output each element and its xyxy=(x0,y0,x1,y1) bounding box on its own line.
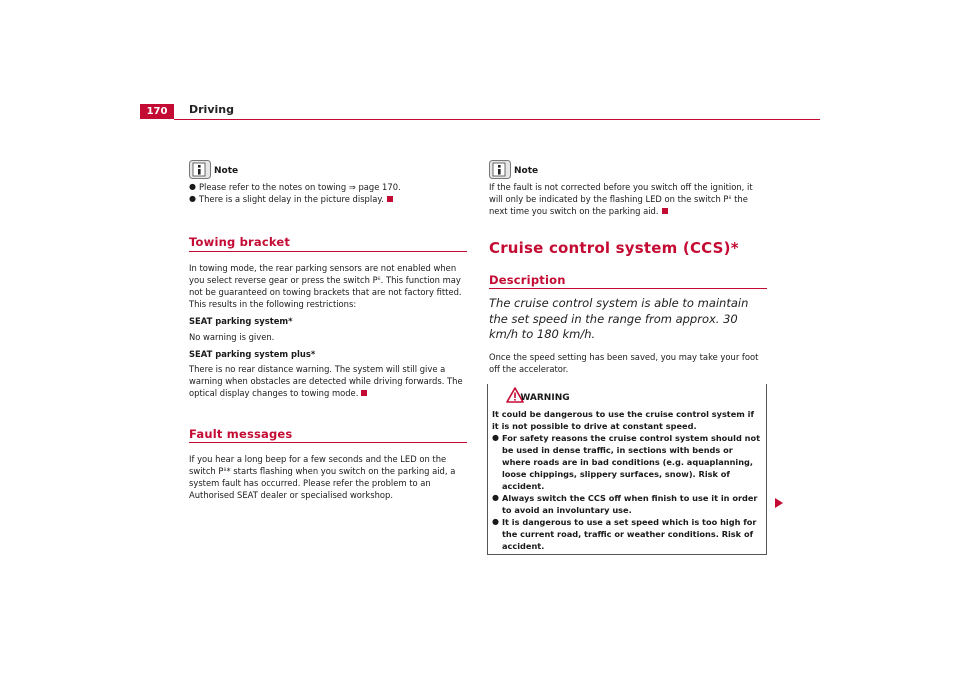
warning-bullet xyxy=(492,516,762,552)
parking-system-title: SEAT parking system* xyxy=(189,316,293,327)
bullet-icon: ● xyxy=(492,492,499,502)
warning-bullet-text: For safety reasons the cruise control system should not be used in dense traffic, in sections with bends or where roads are in bad conditions (e.g. aquaplanning, loose chippings, slippery surfaces, snow). Risk of accident. xyxy=(502,432,761,491)
end-mark-icon xyxy=(662,208,668,214)
note-bullet-text: Please refer to the notes on towing ⇒ page 170. xyxy=(199,182,401,192)
header-rule xyxy=(174,119,820,120)
note-icon xyxy=(189,160,211,179)
description-lead: The cruise control system is able to maintain the set speed in the range from approx. 30 km/h to 180 km/h. xyxy=(489,296,749,342)
warning-bullet-text: It is dangerous to use a set speed which is too high for the current road, traffic or weather conditions. Risk of accident. xyxy=(502,516,757,551)
fault-messages-text: If you hear a long beep for a few seconds and the LED on the switch Pⁱⁱ* starts flashing when you switch on the parking aid, a system fault has occurred. Please refer the problem to an Authorised SEAT dealer or specialised workshop. xyxy=(189,453,456,501)
bullet-icon: ● xyxy=(189,182,196,191)
warning-bullet-text: Always switch the CCS off when finish to use it in order to avoid an involuntary use. xyxy=(502,492,758,515)
parking-system-plus-title: SEAT parking system plus* xyxy=(189,348,316,359)
note-label: Note xyxy=(514,166,539,176)
description-text: Once the speed setting has been saved, you may take your foot off the accelerator. xyxy=(489,351,759,374)
fault-messages-title: Fault messages xyxy=(189,428,467,443)
warning-bullet xyxy=(492,492,762,516)
note-label: Note xyxy=(214,166,239,176)
towing-bracket-title: Towing bracket xyxy=(189,236,467,251)
continue-arrow-icon xyxy=(774,497,784,509)
warning-intro: It could be dangerous to use the cruise control system if it is not possible to drive at constant speed. xyxy=(492,408,755,431)
page-number: 170 xyxy=(140,104,174,119)
note-header xyxy=(189,160,467,181)
warning-header xyxy=(492,384,762,408)
chapter-title: Cruise control system (CCS)* xyxy=(489,238,739,257)
note-bullet-text: There is a slight delay in the picture display. xyxy=(199,194,384,205)
end-mark-icon xyxy=(361,390,367,396)
warning-box xyxy=(487,384,767,555)
towing-intro: In towing mode, the rear parking sensors are not enabled when you select reverse gear or press the switch Pⁱⁱ. This function may not be guaranteed on towing brackets that are not factory fitted. This results in the following restrictions: xyxy=(189,262,462,310)
bullet-icon: ● xyxy=(492,432,499,442)
left-column xyxy=(189,160,467,502)
right-column xyxy=(489,160,767,555)
note-bullet xyxy=(189,181,467,193)
note-header xyxy=(489,160,767,181)
warning-bullet xyxy=(492,432,762,492)
description-title: Description xyxy=(489,274,767,289)
end-mark-icon xyxy=(387,196,393,202)
note-text: If the fault is not corrected before you switch off the ignition, it will only be indicated by the flashing LED on the switch Pⁱⁱ the next time you switch on the parking aid. xyxy=(489,182,753,217)
parking-system-plus-text: There is no rear distance warning. The system will still give a warning when obstacles are detected while driving forwards. The optical display changes to towing mode. xyxy=(189,364,463,399)
bullet-icon: ● xyxy=(189,194,196,204)
parking-system-text: No warning is given. xyxy=(189,331,275,342)
note-bullet xyxy=(189,193,467,205)
note-icon xyxy=(489,160,511,179)
page-header-title: Driving xyxy=(189,103,234,116)
bullet-icon: ● xyxy=(492,516,499,526)
warning-label: WARNING xyxy=(520,392,570,403)
